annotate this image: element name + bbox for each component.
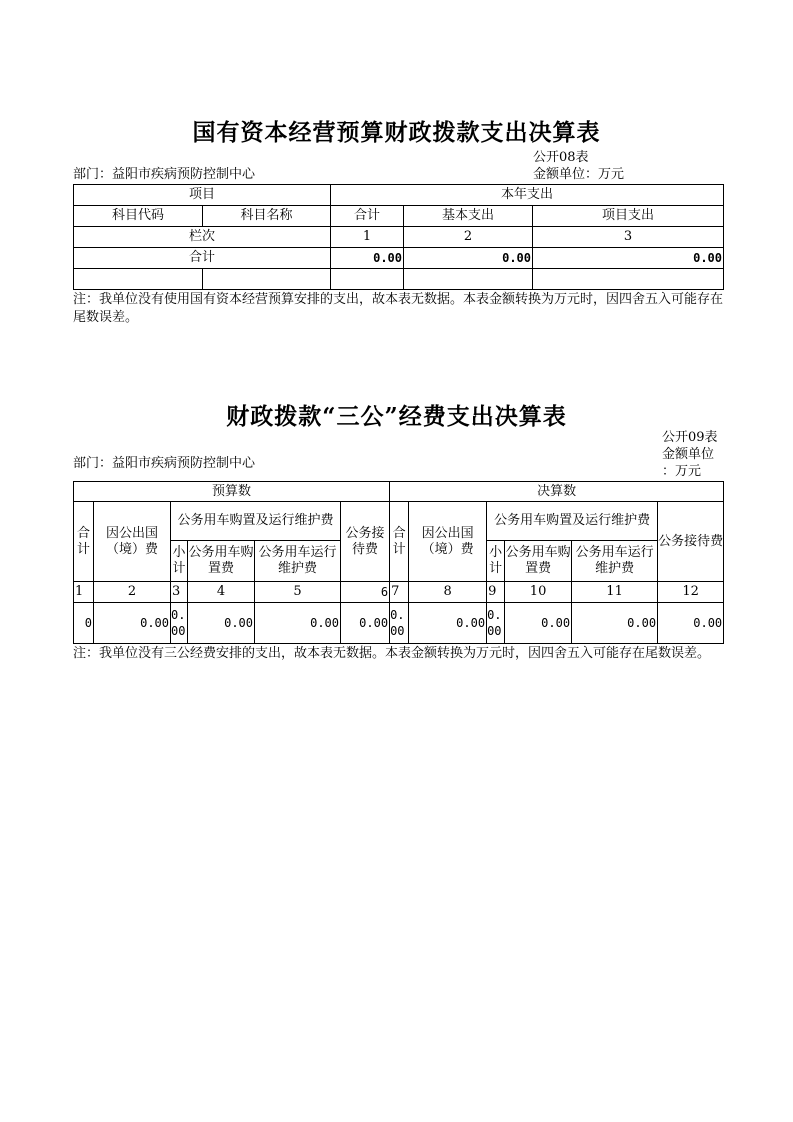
table08-code: 公开08表 bbox=[533, 150, 589, 165]
value-cell: 0.00 bbox=[409, 603, 487, 644]
col-number: 7 bbox=[390, 582, 409, 603]
value-cell: 0.00 bbox=[658, 603, 724, 644]
table09-note: 注：我单位没有三公经费安排的支出，故本表无数据。本表金额转换为万元时，因四舍五入可能存在尾数误差。 bbox=[73, 646, 711, 661]
col-number: 6 bbox=[341, 582, 390, 603]
header-total: 合计 bbox=[390, 502, 409, 582]
header-year-expense: 本年支出 bbox=[331, 185, 724, 206]
header-reception: 公务接待费 bbox=[658, 502, 724, 582]
value-cell: 0.00 bbox=[505, 603, 572, 644]
table09-dept: 部门：益阳市疾病预防控制中心 bbox=[73, 456, 256, 471]
header-vehicle-running: 公务用车运行维护费 bbox=[572, 541, 658, 582]
value-cell: 0.00 bbox=[171, 603, 188, 644]
value-cell: 0.00 bbox=[572, 603, 658, 644]
total-label: 合计 bbox=[74, 248, 331, 269]
col-number: 4 bbox=[188, 582, 255, 603]
header-project: 项目 bbox=[74, 185, 331, 206]
row-col-label: 栏次 bbox=[74, 227, 331, 248]
col-number: 2 bbox=[94, 582, 171, 603]
col-number: 10 bbox=[505, 582, 572, 603]
col-number: 1 bbox=[331, 227, 404, 248]
header-subject-name: 科目名称 bbox=[203, 206, 331, 227]
value-cell: 0.00 bbox=[341, 603, 390, 644]
table09 bbox=[73, 481, 724, 644]
table09-unit-line1: 金额单位 bbox=[662, 447, 715, 462]
header-reception: 公务接待费 bbox=[341, 502, 390, 582]
header-vehicle: 公务用车购置及运行维护费 bbox=[487, 502, 658, 541]
value-cell: 0.00 bbox=[487, 603, 505, 644]
header-total: 合计 bbox=[331, 206, 404, 227]
table08-unit: 金额单位：万元 bbox=[533, 167, 625, 182]
basic-value: 0.00 bbox=[404, 248, 533, 269]
col-number: 1 bbox=[74, 582, 94, 603]
header-project-expense: 项目支出 bbox=[533, 206, 724, 227]
header-subtotal: 小计 bbox=[487, 541, 505, 582]
header-abroad: 因公出国（境）费 bbox=[409, 502, 487, 582]
total-value: 0.00 bbox=[331, 248, 404, 269]
header-vehicle: 公务用车购置及运行维护费 bbox=[171, 502, 341, 541]
table-row bbox=[74, 269, 724, 290]
col-number: 11 bbox=[572, 582, 658, 603]
col-number: 3 bbox=[533, 227, 724, 248]
value-cell: 0 bbox=[74, 603, 94, 644]
table-row bbox=[74, 248, 724, 269]
header-vehicle-running: 公务用车运行维护费 bbox=[255, 541, 341, 582]
header-budget: 预算数 bbox=[74, 482, 390, 502]
header-subtotal: 小计 bbox=[171, 541, 188, 582]
col-number: 3 bbox=[171, 582, 188, 603]
col-number: 2 bbox=[404, 227, 533, 248]
header-total: 合计 bbox=[74, 502, 94, 582]
col-number: 5 bbox=[255, 582, 341, 603]
table08-dept: 部门：益阳市疾病预防控制中心 bbox=[73, 167, 256, 182]
col-number: 9 bbox=[487, 582, 505, 603]
table09-title: 财政拨款“三公”经费支出决算表 bbox=[226, 403, 567, 430]
table09-code: 公开09表 bbox=[662, 430, 718, 445]
value-cell: 0.00 bbox=[390, 603, 409, 644]
header-basic: 基本支出 bbox=[404, 206, 533, 227]
header-vehicle-purchase: 公务用车购置费 bbox=[505, 541, 572, 582]
table-row bbox=[74, 603, 724, 644]
value-cell: 0.00 bbox=[94, 603, 171, 644]
table08 bbox=[73, 184, 724, 290]
header-subject-code: 科目代码 bbox=[74, 206, 203, 227]
value-cell: 0.00 bbox=[255, 603, 341, 644]
value-cell: 0.00 bbox=[188, 603, 255, 644]
header-final: 决算数 bbox=[390, 482, 724, 502]
col-number: 8 bbox=[409, 582, 487, 603]
project-value: 0.00 bbox=[533, 248, 724, 269]
table08-note: 注：我单位没有使用国有资本经营预算安排的支出，故本表无数据。本表金额转换为万元时，因四舍五入可能存在尾数误差。 bbox=[73, 292, 724, 325]
header-abroad: 因公出国（境）费 bbox=[94, 502, 171, 582]
col-number: 12 bbox=[658, 582, 724, 603]
table09-unit-line2: ：万元 bbox=[662, 464, 702, 479]
table08-title: 国有资本经营预算财政拨款支出决算表 bbox=[192, 119, 601, 146]
header-vehicle-purchase: 公务用车购置费 bbox=[188, 541, 255, 582]
